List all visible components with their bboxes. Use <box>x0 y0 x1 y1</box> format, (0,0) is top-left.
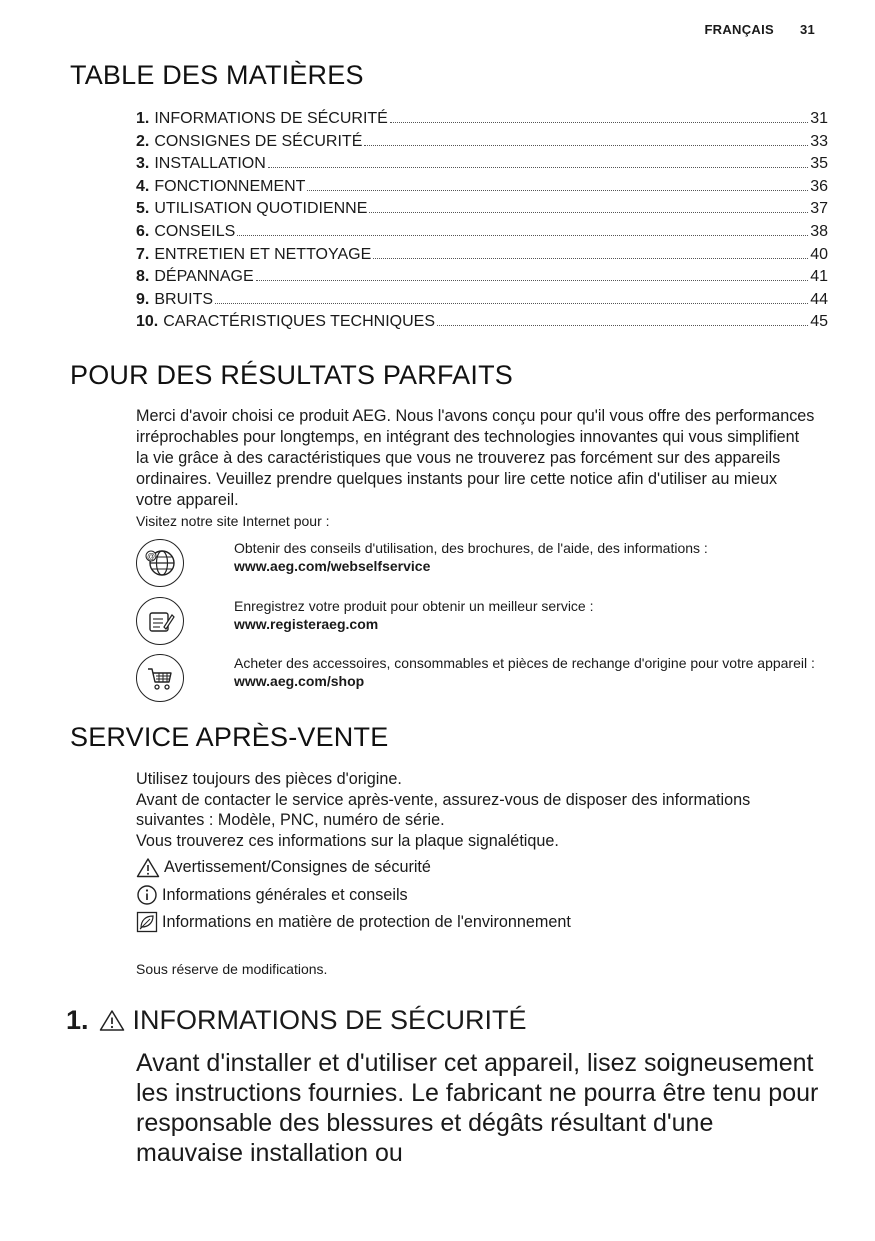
toc-item-number: 5. <box>136 200 150 218</box>
toc-title: TABLE DES MATIÈRES <box>70 60 364 90</box>
toc-leader-dots <box>364 145 808 146</box>
shopping-cart-icon <box>136 654 184 702</box>
toc-item[interactable] <box>136 223 828 246</box>
toc-item-page: 44 <box>810 290 828 308</box>
toc-item[interactable] <box>136 155 828 178</box>
toc-leader-dots <box>373 258 808 259</box>
legend-warning-label: Avertissement/Consignes de sécurité <box>164 858 431 876</box>
webselfservice-link[interactable]: www.aeg.com/webselfservice <box>234 558 431 574</box>
visit-text: Visitez notre site Internet pour : <box>136 513 330 529</box>
service-line-2: Avant de contacter le service après-vente, assurez-vous de disposer des informations suivantes : Modèle, PNC, numéro de série. <box>136 790 751 829</box>
toc-item-page: 37 <box>810 200 828 218</box>
shop-block <box>136 654 826 704</box>
legend-info <box>136 884 408 906</box>
toc-item[interactable] <box>136 246 828 269</box>
toc-leader-dots <box>237 235 808 236</box>
service-title: SERVICE APRÈS-VENTE <box>70 722 389 752</box>
toc-item-page: 40 <box>810 245 828 263</box>
toc-item-number: 9. <box>136 290 150 308</box>
toc-item-label: ENTRETIEN ET NETTOYAGE <box>154 245 372 263</box>
toc-item[interactable] <box>136 200 828 223</box>
toc-item-number: 6. <box>136 222 150 240</box>
legend-info-label: Informations générales et conseils <box>162 885 408 904</box>
service-line-1: Utilisez toujours des pièces d'origine. <box>136 770 402 788</box>
shop-link[interactable]: www.aeg.com/shop <box>234 673 365 689</box>
toc-item-label: UTILISATION QUOTIDIENNE <box>154 200 368 218</box>
toc-item[interactable] <box>136 268 828 291</box>
toc-item-page: 45 <box>810 313 828 331</box>
toc-item-label: CONSIGNES DE SÉCURITÉ <box>154 132 363 150</box>
info-circle-icon <box>136 884 158 906</box>
toc-item[interactable] <box>136 291 828 314</box>
webselfservice-text: Obtenir des conseils d'utilisation, des brochures, de l'aide, des informations : <box>234 540 708 556</box>
svg-text:@: @ <box>146 552 156 561</box>
toc-item[interactable] <box>136 133 828 156</box>
section-1-title: INFORMATIONS DE SÉCURITÉ <box>132 1005 527 1035</box>
register-link[interactable]: www.registeraeg.com <box>234 616 379 632</box>
toc-leader-dots <box>307 190 808 191</box>
toc-leader-dots <box>437 325 808 326</box>
results-title: POUR DES RÉSULTATS PARFAITS <box>70 360 513 390</box>
toc-item-number: 4. <box>136 177 150 195</box>
register-block <box>136 597 826 647</box>
toc-item[interactable] <box>136 313 828 336</box>
page-number: 31 <box>799 22 815 37</box>
toc-item-page: 31 <box>810 110 828 127</box>
toc-item-label: INFORMATIONS DE SÉCURITÉ <box>154 110 388 127</box>
toc-leader-dots <box>256 280 808 281</box>
toc-item-number: 8. <box>136 268 150 286</box>
service-paragraph <box>136 769 816 851</box>
toc-item-number: 7. <box>136 245 150 263</box>
section-1-number: 1. <box>66 1005 89 1035</box>
toc-leader-dots <box>268 167 808 168</box>
toc-item-number: 10. <box>136 313 159 331</box>
section-1-heading <box>66 1005 527 1036</box>
toc-item-number: 2. <box>136 132 150 150</box>
reserve-notice: Sous réserve de modifications. <box>136 961 328 977</box>
toc-item-label: FONCTIONNEMENT <box>154 177 306 195</box>
legend-environment-label: Informations en matière de protection de l'environnement <box>162 912 571 931</box>
toc-item-page: 35 <box>810 155 828 173</box>
warning-triangle-icon <box>136 857 160 878</box>
language-label: FRANÇAIS <box>704 22 775 37</box>
shop-text: Acheter des accessoires, consommables et pièces de rechange d'origine pour votre appareil : <box>234 655 815 671</box>
toc-item-label: CARACTÉRISTIQUES TECHNIQUES <box>163 313 435 331</box>
toc-leader-dots <box>390 122 808 123</box>
toc-item[interactable] <box>136 178 828 201</box>
toc-item-label: INSTALLATION <box>154 155 266 173</box>
register-text: Enregistrez votre produit pour obtenir un meilleur service : <box>234 598 594 614</box>
toc-item-number: 1. <box>136 110 150 127</box>
toc-item-page: 41 <box>810 268 828 286</box>
web-globe-icon <box>136 539 184 587</box>
section-1-text: Avant d'installer et d'utiliser cet appareil, lisez soigneusement les instructions fournies. Le fabricant ne pourra être tenu pour responsable des blessures et dégâts résultant d'une mauvaise installation ou <box>136 1049 819 1167</box>
toc-item-label: CONSEILS <box>154 222 236 240</box>
leaf-environment-icon <box>136 911 158 933</box>
toc-item-number: 3. <box>136 155 150 173</box>
page-header <box>704 22 815 37</box>
toc-leader-dots <box>215 303 808 304</box>
legend-warning <box>136 857 431 878</box>
toc-item-label: BRUITS <box>154 290 214 308</box>
toc-item[interactable] <box>136 110 828 133</box>
toc-item-page: 38 <box>810 222 828 240</box>
warning-triangle-icon <box>99 1009 125 1032</box>
register-pen-icon <box>136 597 184 645</box>
toc-item-label: DÉPANNAGE <box>154 268 254 286</box>
service-line-3: Vous trouverez ces informations sur la plaque signalétique. <box>136 831 559 850</box>
toc-item-page: 33 <box>810 132 828 150</box>
webselfservice-block <box>136 539 826 589</box>
toc-leader-dots <box>369 212 808 213</box>
intro-paragraph: Merci d'avoir choisi ce produit AEG. Nous l'avons conçu pour qu'il vous offre des performances irréprochables pour longtemps, en intégrant des technologies innovantes qui vous simplifient la vie grâce à des caractéristiques que vous ne trouverez pas forcément sur des appareils ordinaires. Veuillez prendre quelques instants pour lire cette notice afin d'utiliser au mieux votre appareil. <box>136 407 815 509</box>
toc-item-page: 36 <box>810 177 828 195</box>
table-of-contents <box>136 110 828 336</box>
legend-environment <box>136 911 571 933</box>
